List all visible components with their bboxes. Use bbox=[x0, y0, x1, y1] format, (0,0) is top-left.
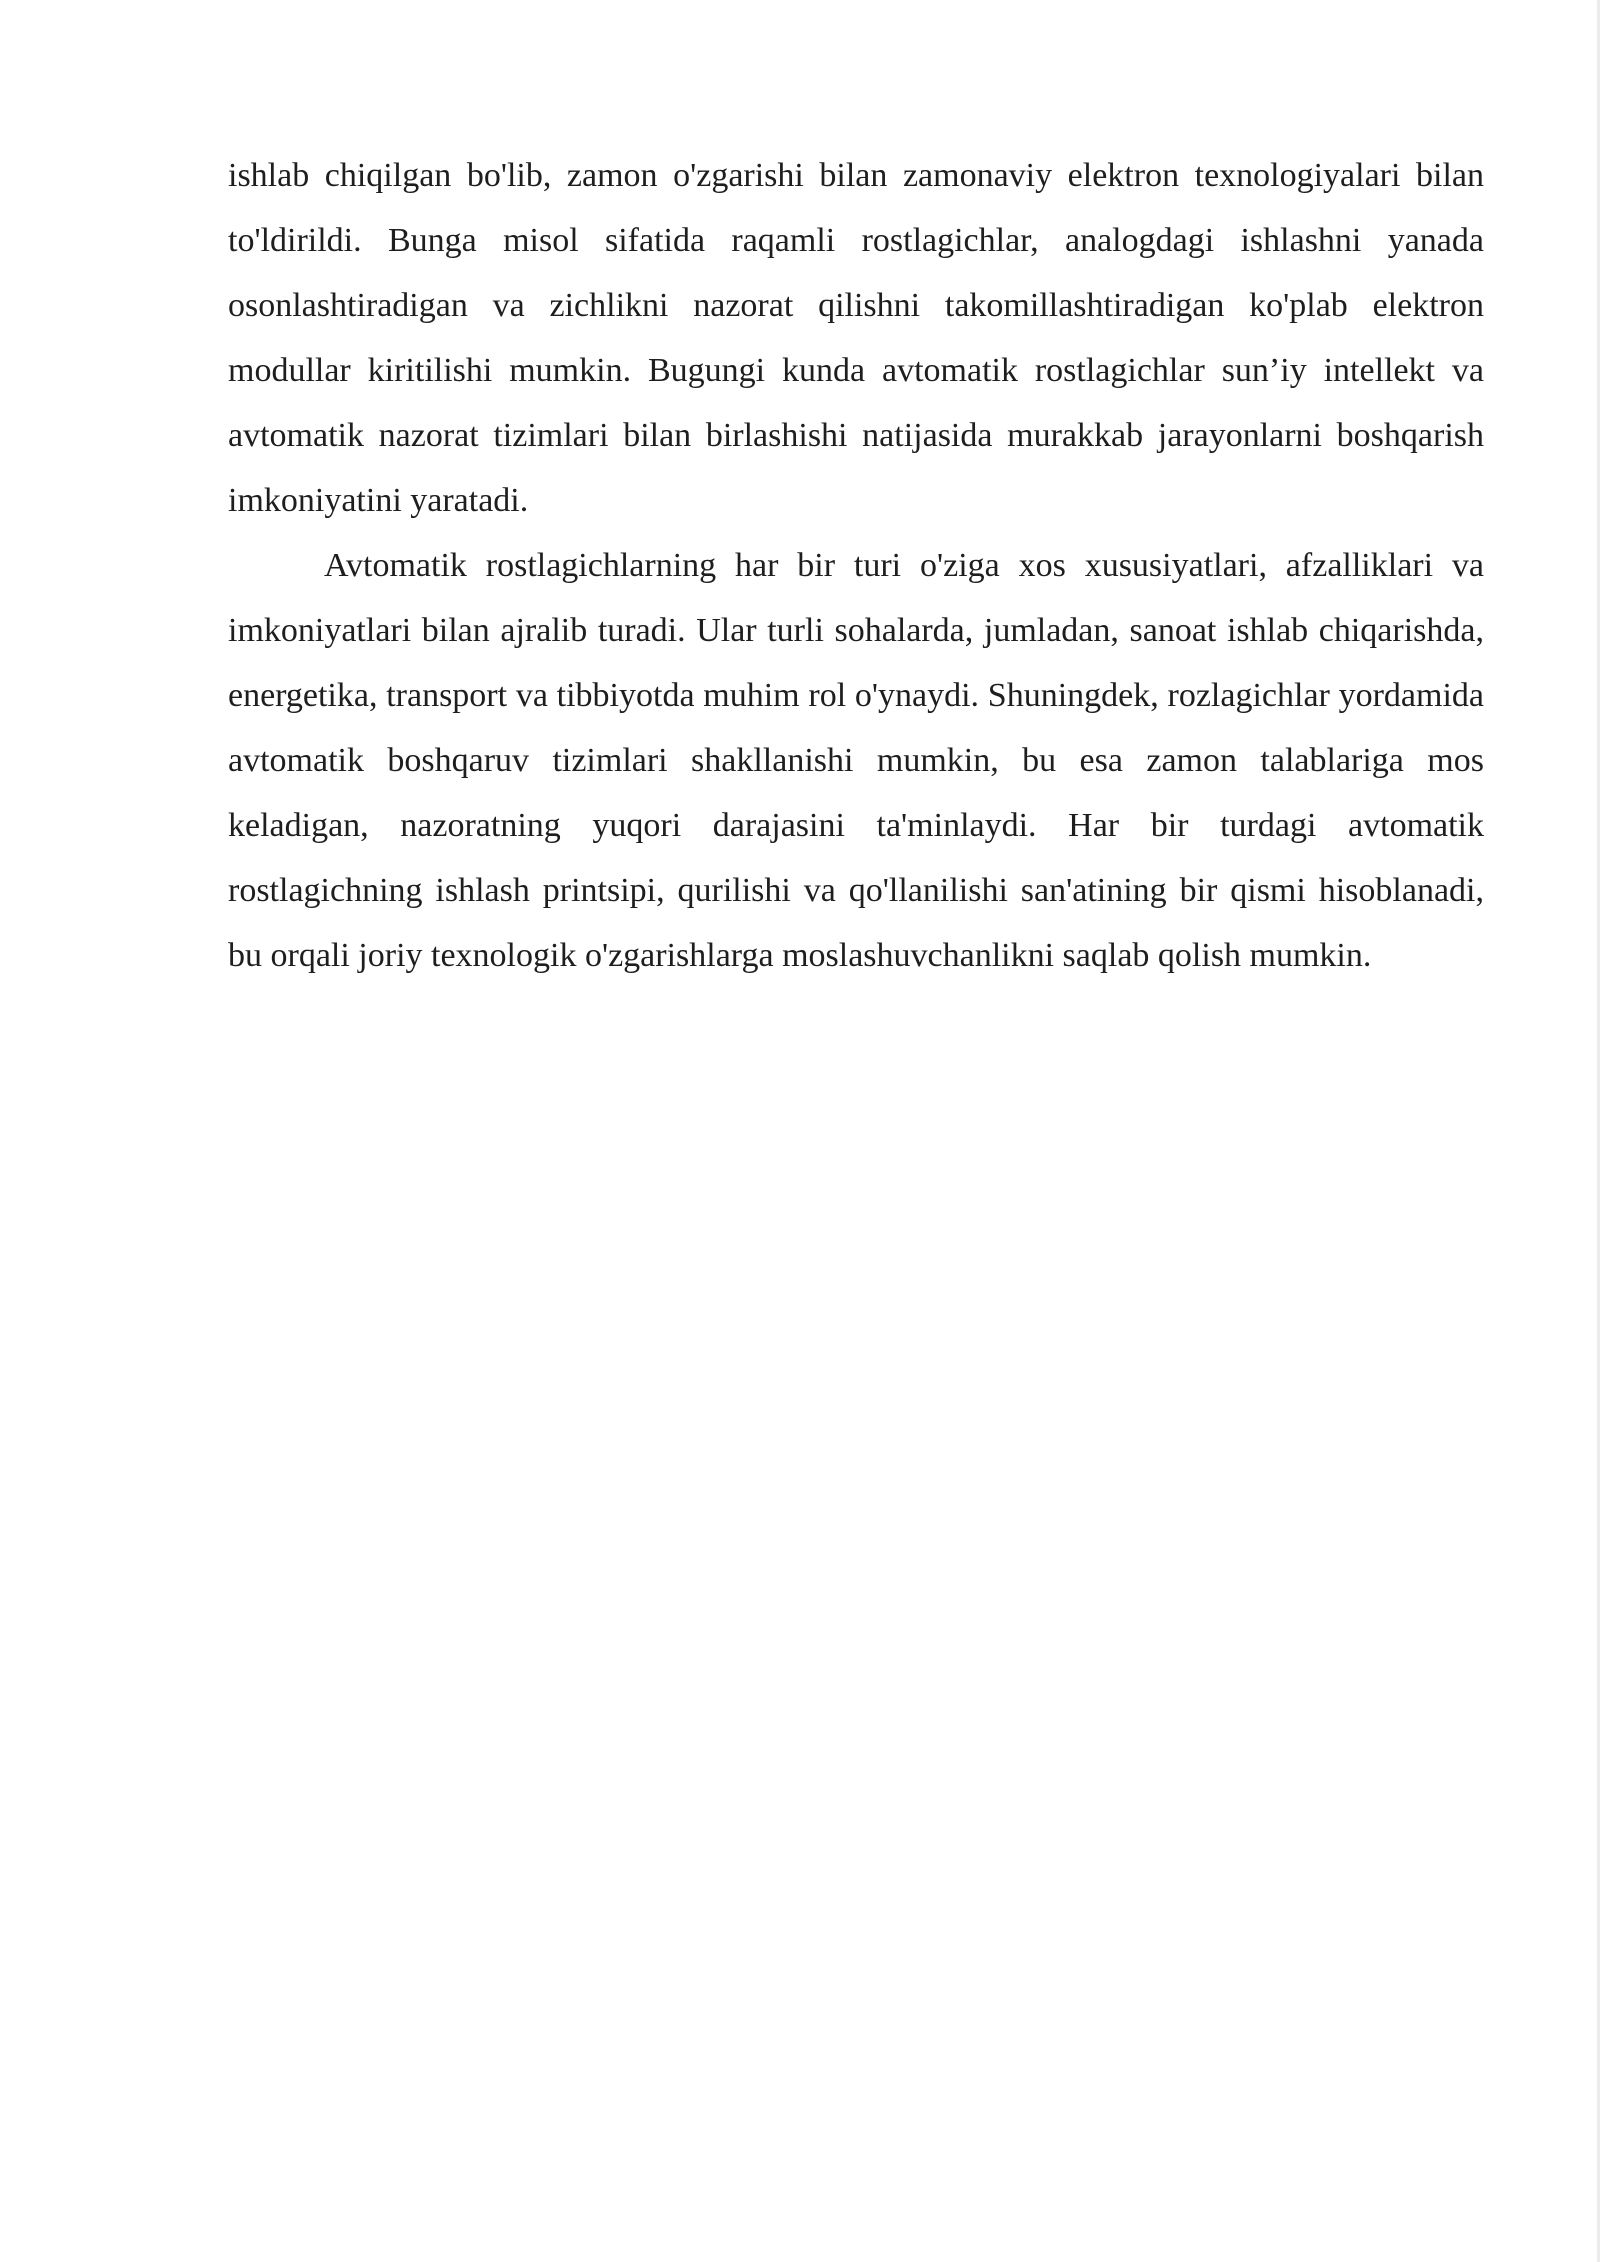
document-body bbox=[228, 143, 1484, 988]
paragraph: Avtomatik rostlagichlarning har bir turi o'ziga xos xususiyatlari, afzalliklari va imkoniyatlari bilan ajralib turadi. Ular turli sohalarda, jumladan, sanoat ishlab chiqarishda, energetika, transport va tibbiyotda muhim rol o'ynaydi. Shuningdek, rozlagichlar yordamida avtomatik boshqaruv tizimlari shakllanishi mumkin, bu esa zamon talablariga mos keladigan, nazoratning yuqori darajasini ta'minlaydi. Har bir turdagi avtomatik rostlagichning ishlash printsipi, qurilishi va qo'llanilishi san'atining bir qismi hisoblanadi, bu orqali joriy texnologik o'zgarishlarga moslashuvchanlikni saqlab qolish mumkin. bbox=[228, 547, 1484, 974]
paragraph-continued: ishlab chiqilgan bo'lib, zamon o'zgarishi bilan zamonaviy elektron texnologiyalari bilan to'ldirildi. Bunga misol sifatida raqamli rostlagichlar, analogdagi ishlashni yanada osonlashtiradigan va zichlikni nazorat qilishni takomillashtiradigan ko'plab elektron modullar kiritilishi mumkin. Bugungi kunda avtomatik rostlagichlar sun’iy intellekt va avtomatik nazorat tizimlari bilan birlashishi natijasida murakkab jarayonlarni boshqarish imkoniyatini yaratadi. bbox=[228, 157, 1484, 519]
